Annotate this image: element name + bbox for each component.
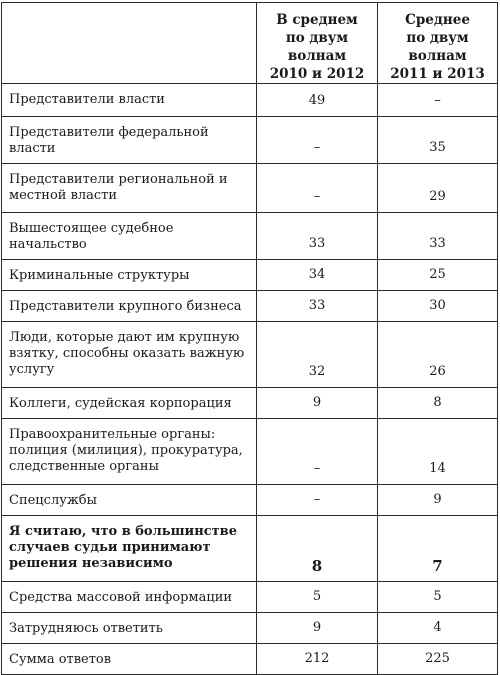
value-2010-2012: 9 xyxy=(257,613,378,644)
row-label: Представители крупного бизнеса xyxy=(2,291,257,322)
value-2011-2013: 8 xyxy=(378,388,498,419)
value-2010-2012: 5 xyxy=(257,582,378,613)
value-2011-2013: 29 xyxy=(378,164,498,213)
header-2011-2013 xyxy=(378,3,498,84)
table-row xyxy=(2,84,498,117)
row-label: Затрудняюсь ответить xyxy=(2,613,257,644)
row-label: Средства массовой информации xyxy=(2,582,257,613)
value-2010-2012: 32 xyxy=(257,322,378,388)
value-2010-2012: 8 xyxy=(257,516,378,582)
table-row-total xyxy=(2,644,498,675)
table-row xyxy=(2,260,498,291)
table-row xyxy=(2,213,498,260)
value-2011-2013: – xyxy=(378,84,498,117)
value-2011-2013: 25 xyxy=(378,260,498,291)
row-label: Вышестоящее судебное начальство xyxy=(2,213,257,260)
header-2010-2012-text: В среднем по двум волнам 2010 и 2012 xyxy=(269,12,365,82)
table-row xyxy=(2,516,498,582)
row-label: Спецслужбы xyxy=(2,485,257,516)
table-row xyxy=(2,117,498,164)
header-2010-2012 xyxy=(257,3,378,84)
row-label: Правоохранительные органы: полиция (милиция), прокуратура, следственные органы xyxy=(2,419,257,485)
value-2010-2012: 33 xyxy=(257,213,378,260)
value-2011-2013: 9 xyxy=(378,485,498,516)
table-row xyxy=(2,388,498,419)
header-row xyxy=(2,3,498,84)
value-2010-2012: 212 xyxy=(257,644,378,675)
value-2010-2012: – xyxy=(257,419,378,485)
value-2011-2013: 30 xyxy=(378,291,498,322)
table-row xyxy=(2,613,498,644)
value-2010-2012: – xyxy=(257,164,378,213)
value-2011-2013: 35 xyxy=(378,117,498,164)
table-row xyxy=(2,582,498,613)
table-row xyxy=(2,322,498,388)
value-2011-2013: 7 xyxy=(378,516,498,582)
value-2010-2012: – xyxy=(257,117,378,164)
row-label: Представители региональной и местной власти xyxy=(2,164,257,213)
value-2011-2013: 5 xyxy=(378,582,498,613)
header-label-column xyxy=(2,3,257,84)
row-label: Люди, которые дают им крупную взятку, способны оказать важную услугу xyxy=(2,322,257,388)
row-label: Коллеги, судейская корпорация xyxy=(2,388,257,419)
value-2010-2012: – xyxy=(257,485,378,516)
value-2010-2012: 9 xyxy=(257,388,378,419)
value-2011-2013: 4 xyxy=(378,613,498,644)
row-label: Представители власти xyxy=(2,84,257,117)
row-label: Я считаю, что в большинстве случаев судьи принимают решения независимо xyxy=(2,516,257,582)
value-2011-2013: 14 xyxy=(378,419,498,485)
value-2010-2012: 49 xyxy=(257,84,378,117)
table-row xyxy=(2,485,498,516)
header-2011-2013-text: Среднее по двум волнам 2011 и 2013 xyxy=(390,12,485,82)
survey-table xyxy=(1,2,498,675)
value-2011-2013: 33 xyxy=(378,213,498,260)
row-label: Сумма ответов xyxy=(2,644,257,675)
value-2010-2012: 34 xyxy=(257,260,378,291)
table-row xyxy=(2,164,498,213)
value-2011-2013: 26 xyxy=(378,322,498,388)
value-2011-2013: 225 xyxy=(378,644,498,675)
row-label: Представители федеральной власти xyxy=(2,117,257,164)
table-row xyxy=(2,419,498,485)
row-label: Криминальные структуры xyxy=(2,260,257,291)
table-row xyxy=(2,291,498,322)
value-2010-2012: 33 xyxy=(257,291,378,322)
